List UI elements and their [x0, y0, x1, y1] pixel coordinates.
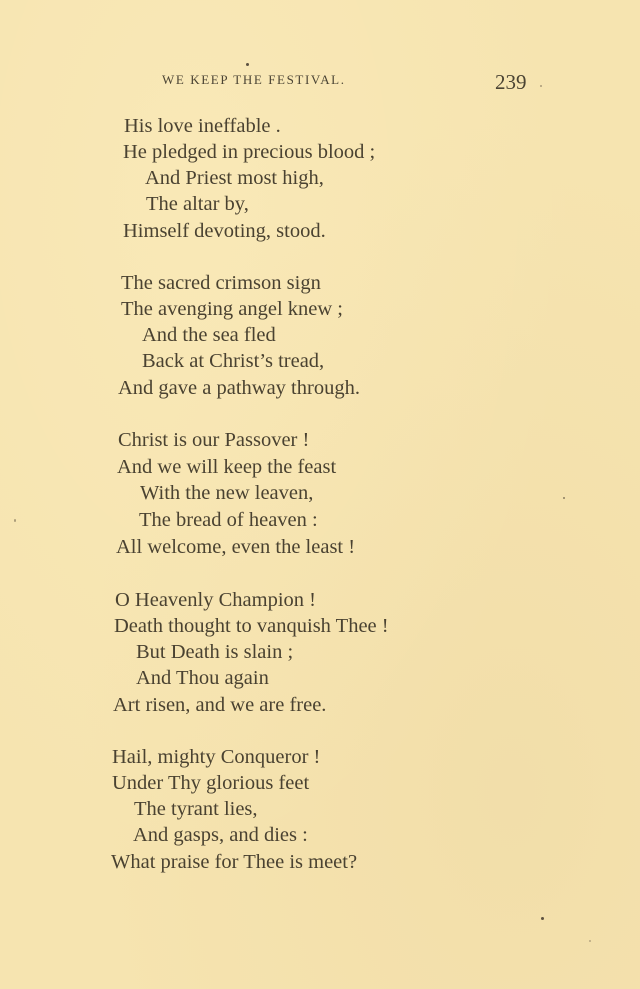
running-title: WE KEEP THE FESTIVAL. — [162, 72, 346, 87]
poem-line: All welcome, even the least ! — [116, 536, 356, 558]
poem-line: What praise for Thee is meet? — [111, 851, 358, 873]
page-number: 239 — [495, 70, 527, 94]
poem-line: The bread of heaven : — [139, 509, 318, 531]
poem-line: And Thou again — [136, 667, 269, 689]
poem-line: Himself devoting, stood. — [123, 220, 326, 242]
poem-line: Art risen, and we are free. — [113, 694, 327, 716]
poem-line: The tyrant lies, — [134, 798, 258, 820]
poem-line: O Heavenly Champion ! — [115, 589, 316, 611]
poem-line: And we will keep the feast — [117, 456, 337, 478]
poem-line: The altar by, — [146, 193, 249, 215]
poem-line: Under Thy glorious feet — [112, 772, 310, 794]
poem-line: He pledged in precious blood ; — [123, 141, 376, 163]
paper-speck — [14, 519, 16, 522]
paper-speck — [246, 63, 249, 66]
paper-speck — [541, 917, 544, 920]
poem-line: With the new leaven, — [140, 482, 314, 504]
poem-line: His love ineffable . — [124, 115, 281, 137]
poem-line: And Priest most high, — [145, 167, 324, 189]
poem-line: Death thought to vanquish Thee ! — [114, 615, 389, 637]
poem-line: And gave a pathway through. — [118, 377, 360, 399]
poem-line: But Death is slain ; — [136, 641, 294, 663]
poem-line: Christ is our Passover ! — [118, 429, 310, 451]
paper-speck — [540, 85, 542, 87]
poem-line: And the sea fled — [142, 324, 276, 346]
poem-line: And gasps, and dies : — [133, 824, 308, 846]
poem-line: The avenging angel knew ; — [121, 298, 344, 320]
poem-line: Back at Christ’s tread, — [142, 350, 325, 372]
poem-line: Hail, mighty Conqueror ! — [112, 746, 321, 768]
paper-speck — [589, 940, 591, 942]
paper-speck — [563, 497, 565, 499]
poem-line: The sacred crimson sign — [121, 272, 321, 294]
